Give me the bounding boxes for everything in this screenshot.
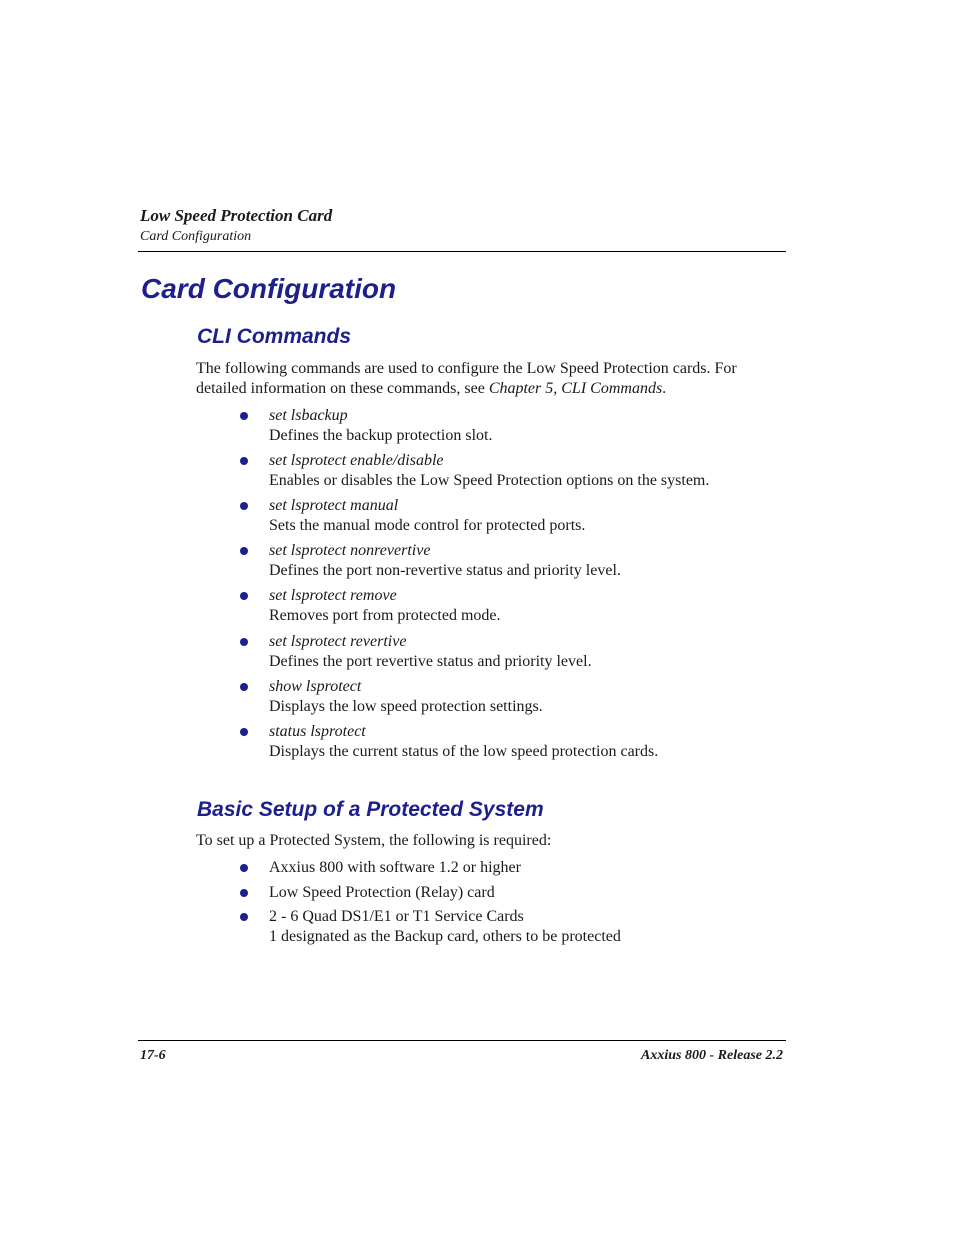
cli-commands-heading: CLI Commands [197, 325, 352, 348]
bullet-icon [240, 864, 248, 872]
bullet-icon [240, 913, 248, 921]
bullet-icon [240, 547, 248, 555]
requirement-text: Axxius 800 with software 1.2 or higher [269, 859, 521, 876]
command-description: Defines the backup protection slot. [269, 427, 493, 444]
chapter-reference: Chapter 5, CLI Commands [488, 380, 663, 397]
bullet-icon [240, 592, 248, 600]
command-name: set lsprotect revertive [269, 633, 407, 650]
bullet-icon [240, 502, 248, 510]
list-item [238, 907, 786, 947]
footer-rule [138, 1040, 786, 1041]
command-description: Removes port from protected mode. [269, 607, 501, 624]
command-name: set lsprotect remove [269, 587, 397, 604]
requirement-note: 1 designated as the Backup card, others to be protected [269, 928, 621, 945]
list-item [238, 496, 786, 536]
bullet-icon [240, 412, 248, 420]
list-item [238, 406, 786, 446]
basic-setup-heading: Basic Setup of a Protected System [197, 798, 544, 821]
cli-intro-end: . [662, 380, 667, 397]
bullet-icon [240, 728, 248, 736]
command-name: status lsprotect [269, 723, 366, 740]
cli-command-list [238, 406, 786, 762]
requirement-text: Low Speed Protection (Relay) card [269, 884, 495, 901]
footer-product: Axxius 800 - Release 2.2 [641, 1048, 783, 1063]
bullet-icon [240, 683, 248, 691]
command-description: Enables or disables the Low Speed Protection options on the system. [269, 472, 710, 489]
bullet-icon [240, 889, 248, 897]
cli-intro-paragraph [196, 359, 786, 399]
running-header [140, 205, 786, 246]
command-description: Displays the current status of the low speed protection cards. [269, 743, 659, 760]
header-chapter-title: Low Speed Protection Card [140, 206, 333, 225]
page-number: 17-6 [140, 1048, 166, 1063]
command-description: Sets the manual mode control for protected ports. [269, 517, 586, 534]
list-item [238, 586, 786, 626]
list-item [238, 677, 786, 717]
list-item [238, 451, 786, 491]
command-name: set lsprotect nonrevertive [269, 542, 431, 559]
cli-intro-text: The following commands are used to configure the Low Speed Protection cards. For detailed information on these commands, see [196, 360, 737, 397]
command-name: set lsprotect enable/disable [269, 452, 444, 469]
setup-intro-paragraph: To set up a Protected System, the following is required: [196, 832, 552, 849]
list-item [238, 632, 786, 672]
command-name: set lsbackup [269, 407, 348, 424]
page-title: Card Configuration [141, 273, 397, 304]
requirement-text: 2 - 6 Quad DS1/E1 or T1 Service Cards [269, 908, 524, 925]
command-description: Defines the port revertive status and priority level. [269, 653, 592, 670]
command-name: set lsprotect manual [269, 497, 399, 514]
header-section-title: Card Configuration [140, 229, 252, 244]
list-item [238, 858, 786, 878]
header-rule [138, 251, 786, 252]
bullet-icon [240, 457, 248, 465]
command-description: Displays the low speed protection settings. [269, 698, 543, 715]
command-description: Defines the port non-revertive status and priority level. [269, 562, 621, 579]
list-item [238, 883, 786, 903]
setup-requirements-list [238, 858, 786, 947]
bullet-icon [240, 638, 248, 646]
command-name: show lsprotect [269, 678, 362, 695]
list-item [238, 722, 786, 762]
list-item [238, 541, 786, 581]
